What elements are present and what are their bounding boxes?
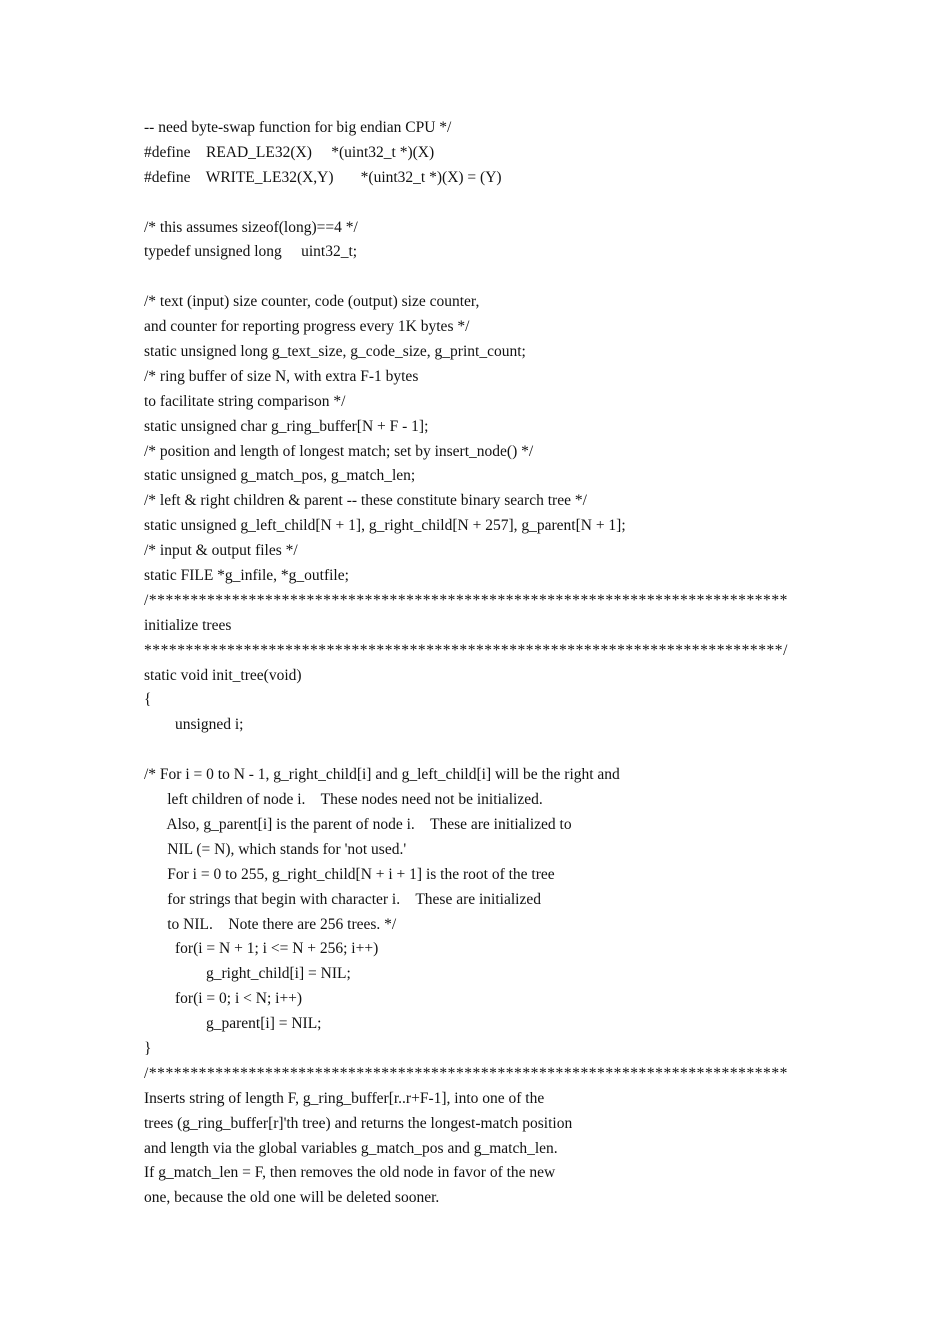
code-line: static unsigned long g_text_size, g_code_size, g_print_count;: [144, 343, 526, 361]
code-line: left children of node i. These nodes need not be initialized.: [144, 791, 543, 809]
blank-line: [144, 265, 844, 290]
code-line: For i = 0 to 255, g_right_child[N + i + 1] is the root of the tree: [144, 865, 555, 883]
code-line: /* For i = 0 to N - 1, g_right_child[i] and g_left_child[i] will be the right and: [144, 766, 620, 784]
code-line: /* left & right children & parent -- these constitute binary search tree */: [144, 492, 587, 510]
code-line: for(i = N + 1; i <= N + 256; i++): [144, 940, 379, 958]
code-line: /* position and length of longest match; set by insert_node() */: [144, 442, 534, 460]
code-line: initialize trees: [144, 616, 232, 634]
code-line: static unsigned char g_ring_buffer[N + F - 1];: [144, 417, 429, 435]
code-line: /* ring buffer of size N, with extra F-1 bytes: [144, 367, 419, 385]
code-line: for(i = 0; i < N; i++): [144, 990, 303, 1008]
code-line: and length via the global variables g_match_pos and g_match_len.: [144, 1139, 558, 1157]
code-line: one, because the old one will be deleted sooner.: [144, 1189, 440, 1207]
code-line: If g_match_len = F, then removes the old node in favor of the new: [144, 1164, 556, 1182]
code-line: /*****************************************************************************: [144, 591, 788, 609]
code-line: /* this assumes sizeof(long)==4 */: [144, 218, 358, 236]
code-line: and counter for reporting progress every 1K bytes */: [144, 318, 470, 336]
code-line: /*****************************************************************************: [144, 1064, 788, 1082]
code-line: {: [144, 691, 152, 709]
code-line: typedef unsigned long uint32_t;: [144, 243, 358, 261]
code-line: #define WRITE_LE32(X,Y) *(uint32_t *)(X) = (Y): [144, 168, 502, 186]
code-line: to NIL. Note there are 256 trees. */: [144, 915, 397, 933]
code-line: static FILE *g_infile, *g_outfile;: [144, 567, 349, 585]
code-line: /* input & output files */: [144, 542, 298, 560]
code-line: }: [144, 1039, 152, 1057]
code-line: static unsigned g_left_child[N + 1], g_right_child[N + 257], g_parent[N + 1];: [144, 517, 626, 535]
code-line: g_right_child[i] = NIL;: [144, 965, 351, 983]
code-line: *****************************************************************************/: [144, 641, 788, 659]
code-line: static unsigned g_match_pos, g_match_len;: [144, 467, 416, 485]
code-line: to facilitate string comparison */: [144, 392, 346, 410]
code-line: -- need byte-swap function for big endian CPU */: [144, 119, 452, 136]
code-line: NIL (= N), which stands for 'not used.': [144, 840, 407, 858]
code-line: Inserts string of length F, g_ring_buffer[r..r+F-1], into one of the: [144, 1089, 545, 1107]
code-line: Also, g_parent[i] is the parent of node i. These are initialized to: [144, 815, 572, 833]
blank-line: [144, 738, 844, 763]
code-line: trees (g_ring_buffer[r]'th tree) and returns the longest-match position: [144, 1114, 573, 1132]
code-line: static void init_tree(void): [144, 666, 302, 684]
code-listing: [144, 116, 844, 1211]
code-line: /* text (input) size counter, code (output) size counter,: [144, 293, 480, 311]
blank-line: [144, 191, 844, 216]
code-line: g_parent[i] = NIL;: [144, 1015, 322, 1033]
code-line: #define READ_LE32(X) *(uint32_t *)(X): [144, 143, 435, 161]
code-line: for strings that begin with character i. These are initialized: [144, 890, 541, 908]
code-line: unsigned i;: [144, 716, 244, 734]
